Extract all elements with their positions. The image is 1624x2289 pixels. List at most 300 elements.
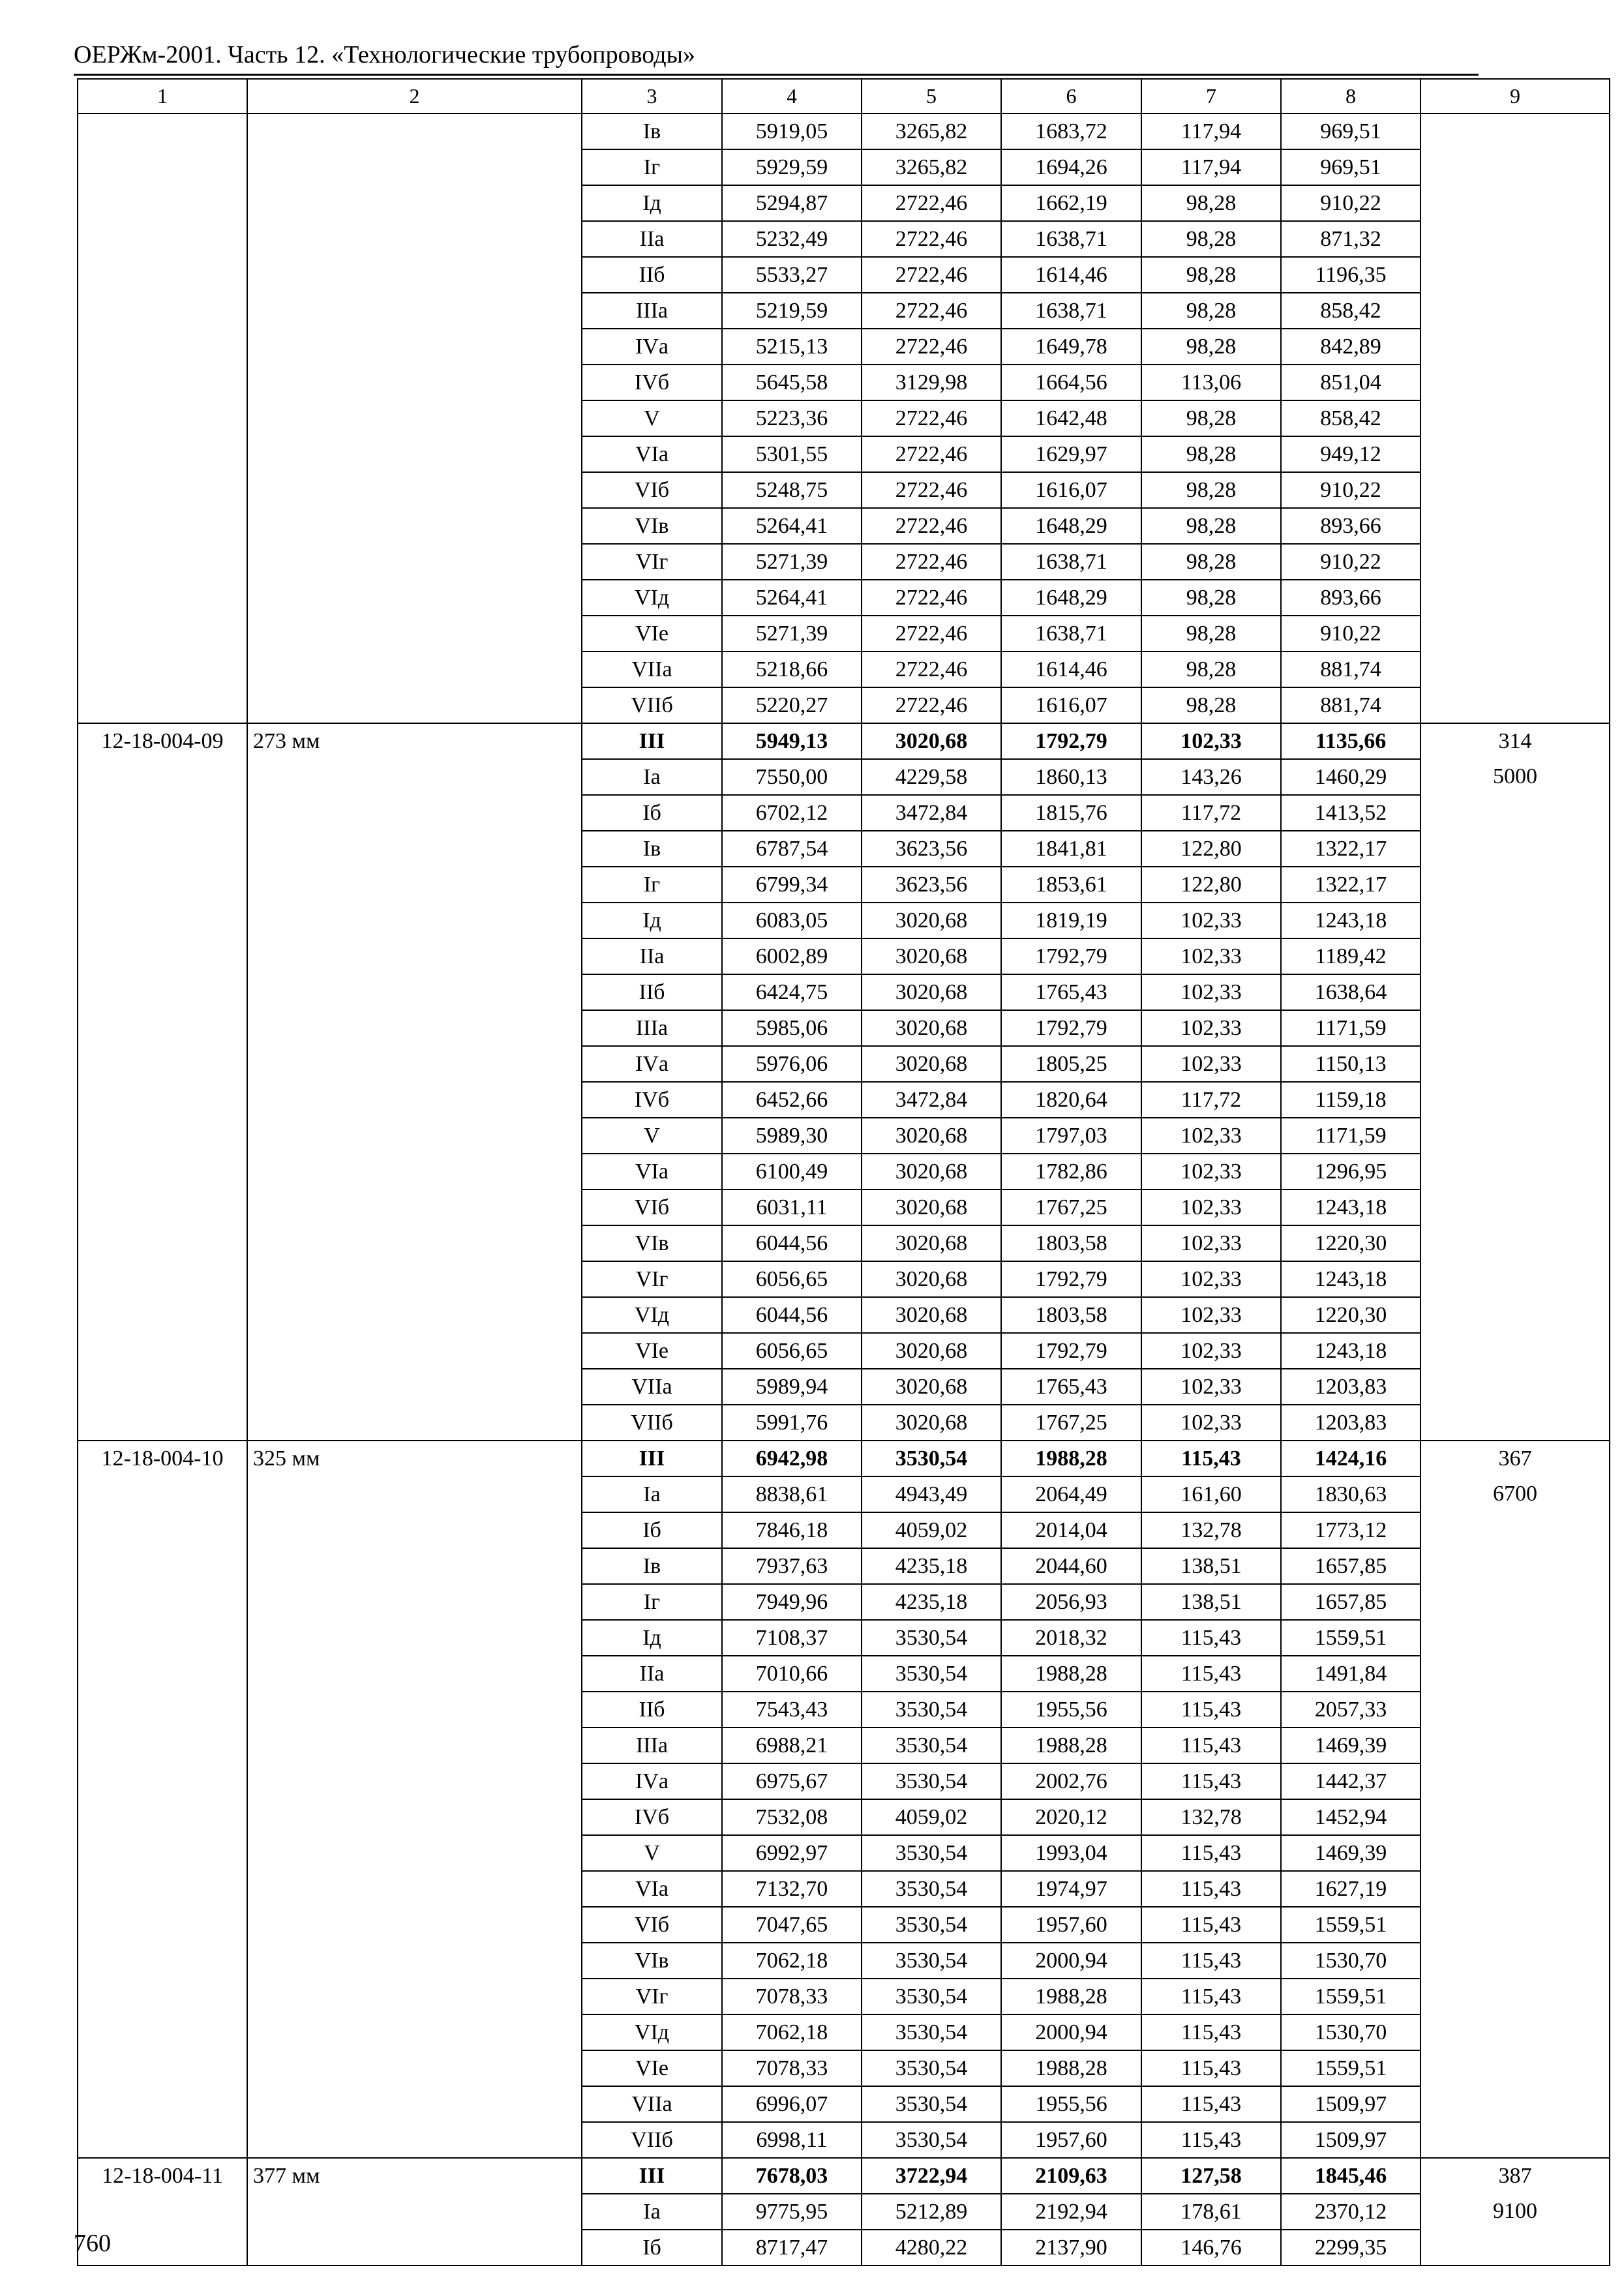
value-cell: 910,22 — [1281, 544, 1421, 580]
value-cell: 98,28 — [1141, 687, 1281, 723]
zone-cell: Iб — [582, 795, 722, 831]
value-cell: 161,60 — [1141, 1476, 1281, 1512]
extra-cell — [1421, 257, 1610, 293]
value-cell: 1988,28 — [1001, 1979, 1141, 2014]
extra-cell — [1421, 1620, 1610, 1656]
value-cell: 3020,68 — [862, 938, 1001, 974]
extra-cell — [1421, 1118, 1610, 1154]
value-cell: 1243,18 — [1281, 903, 1421, 938]
value-cell: 1683,72 — [1001, 113, 1141, 149]
value-cell: 881,74 — [1281, 687, 1421, 723]
extra-cell — [1421, 2050, 1610, 2086]
value-cell: 4235,18 — [862, 1584, 1001, 1620]
value-cell: 1819,19 — [1001, 903, 1141, 938]
zone-cell: IVб — [582, 1799, 722, 1835]
value-cell: 1638,71 — [1001, 293, 1141, 329]
extra-cell — [1421, 2122, 1610, 2158]
zone-cell: VIг — [582, 544, 722, 580]
value-cell: 1614,46 — [1001, 651, 1141, 687]
value-cell: 893,66 — [1281, 508, 1421, 544]
extra-cell — [1421, 508, 1610, 544]
value-cell: 1955,56 — [1001, 1692, 1141, 1728]
extra-cell: 367 — [1421, 1441, 1610, 1476]
value-cell: 1629,97 — [1001, 436, 1141, 472]
zone-cell: IVб — [582, 365, 722, 400]
extra-cell: 9100 — [1421, 2194, 1610, 2230]
zone-cell: Iд — [582, 1620, 722, 1656]
value-cell: 117,72 — [1141, 1082, 1281, 1118]
value-cell: 2018,32 — [1001, 1620, 1141, 1656]
zone-cell: IVа — [582, 329, 722, 365]
value-cell: 1988,28 — [1001, 1441, 1141, 1476]
value-cell: 3530,54 — [862, 2050, 1001, 2086]
value-cell: 1974,97 — [1001, 1871, 1141, 1907]
table-row — [78, 2158, 1610, 2194]
extra-cell — [1421, 867, 1610, 903]
value-cell: 5294,87 — [722, 185, 862, 221]
value-cell: 102,33 — [1141, 1405, 1281, 1441]
document-header: ОЕРЖм-2001. Часть 12. «Технологические трубопроводы» — [74, 41, 696, 68]
value-cell: 6002,89 — [722, 938, 862, 974]
value-cell: 6424,75 — [722, 974, 862, 1010]
value-cell: 3020,68 — [862, 1118, 1001, 1154]
value-cell: 910,22 — [1281, 472, 1421, 508]
zone-cell: Iд — [582, 903, 722, 938]
extra-cell — [1421, 2086, 1610, 2122]
value-cell: 5989,30 — [722, 1118, 862, 1154]
extra-cell — [1421, 1656, 1610, 1692]
value-cell: 2722,46 — [862, 544, 1001, 580]
value-cell: 1469,39 — [1281, 1728, 1421, 1763]
zone-cell: VIе — [582, 1333, 722, 1369]
value-cell: 7678,03 — [722, 2158, 862, 2194]
value-cell: 117,94 — [1141, 149, 1281, 185]
value-cell: 1853,61 — [1001, 867, 1141, 903]
value-cell: 7949,96 — [722, 1584, 862, 1620]
value-cell: 6044,56 — [722, 1297, 862, 1333]
value-cell: 5271,39 — [722, 616, 862, 651]
value-cell: 5264,41 — [722, 508, 862, 544]
zone-cell: Iа — [582, 759, 722, 795]
value-cell: 6975,67 — [722, 1763, 862, 1799]
zone-cell: Iб — [582, 2230, 722, 2266]
value-cell: 1805,25 — [1001, 1046, 1141, 1082]
extra-cell — [1421, 1728, 1610, 1763]
value-cell: 127,58 — [1141, 2158, 1281, 2194]
value-cell: 1649,78 — [1001, 329, 1141, 365]
value-cell: 98,28 — [1141, 472, 1281, 508]
zone-cell: IIIа — [582, 293, 722, 329]
value-cell: 1491,84 — [1281, 1656, 1421, 1692]
value-cell: 2722,46 — [862, 293, 1001, 329]
rate-code-cell: 12-18-004-09 — [78, 723, 247, 1441]
value-cell: 117,72 — [1141, 795, 1281, 831]
value-cell: 102,33 — [1141, 1333, 1281, 1369]
value-cell: 910,22 — [1281, 185, 1421, 221]
value-cell: 122,80 — [1141, 867, 1281, 903]
value-cell: 6799,34 — [722, 867, 862, 903]
value-cell: 6452,66 — [722, 1082, 862, 1118]
value-cell: 6044,56 — [722, 1225, 862, 1261]
value-cell: 132,78 — [1141, 1799, 1281, 1835]
value-cell: 7047,65 — [722, 1907, 862, 1943]
value-cell: 842,89 — [1281, 329, 1421, 365]
extra-cell — [1421, 365, 1610, 400]
value-cell: 115,43 — [1141, 2050, 1281, 2086]
column-header: 5 — [862, 79, 1001, 113]
value-cell: 3020,68 — [862, 1189, 1001, 1225]
zone-cell: IIIа — [582, 1010, 722, 1046]
value-cell: 98,28 — [1141, 616, 1281, 651]
value-cell: 969,51 — [1281, 113, 1421, 149]
extra-cell — [1421, 1189, 1610, 1225]
zone-cell: Iв — [582, 1548, 722, 1584]
value-cell: 1638,64 — [1281, 974, 1421, 1010]
value-cell: 115,43 — [1141, 1620, 1281, 1656]
value-cell: 858,42 — [1281, 400, 1421, 436]
value-cell: 8717,47 — [722, 2230, 862, 2266]
value-cell: 3265,82 — [862, 149, 1001, 185]
value-cell: 115,43 — [1141, 1943, 1281, 1979]
zone-cell: IIа — [582, 938, 722, 974]
page-number: 760 — [74, 2230, 111, 2257]
value-cell: 115,43 — [1141, 2086, 1281, 2122]
value-cell: 3020,68 — [862, 1225, 1001, 1261]
value-cell: 3530,54 — [862, 1441, 1001, 1476]
zone-cell: VIд — [582, 580, 722, 616]
extra-cell — [1421, 185, 1610, 221]
value-cell: 102,33 — [1141, 1046, 1281, 1082]
value-cell: 7078,33 — [722, 2050, 862, 2086]
value-cell: 5919,05 — [722, 113, 862, 149]
value-cell: 3530,54 — [862, 1907, 1001, 1943]
value-cell: 2299,35 — [1281, 2230, 1421, 2266]
value-cell: 1988,28 — [1001, 2050, 1141, 2086]
value-cell: 98,28 — [1141, 293, 1281, 329]
zone-cell: VIд — [582, 2014, 722, 2050]
extra-cell — [1421, 1333, 1610, 1369]
value-cell: 115,43 — [1141, 1441, 1281, 1476]
value-cell: 4229,58 — [862, 759, 1001, 795]
value-cell: 3129,98 — [862, 365, 1001, 400]
value-cell: 115,43 — [1141, 1907, 1281, 1943]
value-cell: 7846,18 — [722, 1512, 862, 1548]
value-cell: 1559,51 — [1281, 1979, 1421, 2014]
value-cell: 1845,46 — [1281, 2158, 1421, 2194]
value-cell: 969,51 — [1281, 149, 1421, 185]
value-cell: 7543,43 — [722, 1692, 862, 1728]
zone-cell: V — [582, 1118, 722, 1154]
value-cell: 6056,65 — [722, 1333, 862, 1369]
value-cell: 2057,33 — [1281, 1692, 1421, 1728]
zone-cell: IVа — [582, 1763, 722, 1799]
value-cell: 5929,59 — [722, 149, 862, 185]
value-cell: 3020,68 — [862, 974, 1001, 1010]
value-cell: 1820,64 — [1001, 1082, 1141, 1118]
value-cell: 1988,28 — [1001, 1728, 1141, 1763]
pipe-diameter-cell: 325 мм — [247, 1441, 582, 2158]
value-cell: 858,42 — [1281, 293, 1421, 329]
value-cell: 1220,30 — [1281, 1297, 1421, 1333]
column-header: 8 — [1281, 79, 1421, 113]
value-cell: 98,28 — [1141, 185, 1281, 221]
column-header: 7 — [1141, 79, 1281, 113]
value-cell: 6083,05 — [722, 903, 862, 938]
value-cell: 1648,29 — [1001, 580, 1141, 616]
value-cell: 3530,54 — [862, 2086, 1001, 2122]
value-cell: 2722,46 — [862, 329, 1001, 365]
extra-cell — [1421, 400, 1610, 436]
value-cell: 98,28 — [1141, 400, 1281, 436]
value-cell: 4280,22 — [862, 2230, 1001, 2266]
value-cell: 7010,66 — [722, 1656, 862, 1692]
value-cell: 1792,79 — [1001, 1010, 1141, 1046]
extra-cell — [1421, 1082, 1610, 1118]
pipe-diameter-cell: 377 мм — [247, 2158, 582, 2266]
value-cell: 6992,97 — [722, 1835, 862, 1871]
value-cell: 102,33 — [1141, 1154, 1281, 1189]
zone-cell: VIб — [582, 1189, 722, 1225]
value-cell: 7132,70 — [722, 1871, 862, 1907]
zone-cell: VIа — [582, 1154, 722, 1189]
extra-cell — [1421, 1046, 1610, 1082]
value-cell: 98,28 — [1141, 257, 1281, 293]
value-cell: 3020,68 — [862, 1154, 1001, 1189]
value-cell: 2000,94 — [1001, 2014, 1141, 2050]
value-cell: 1322,17 — [1281, 867, 1421, 903]
value-cell: 2000,94 — [1001, 1943, 1141, 1979]
extra-cell — [1421, 1763, 1610, 1799]
value-cell: 1530,70 — [1281, 2014, 1421, 2050]
value-cell: 2722,46 — [862, 400, 1001, 436]
value-cell: 1413,52 — [1281, 795, 1421, 831]
column-number-row — [78, 79, 1610, 113]
value-cell: 1792,79 — [1001, 1333, 1141, 1369]
zone-cell: VIб — [582, 472, 722, 508]
extra-cell — [1421, 1225, 1610, 1261]
value-cell: 5949,13 — [722, 723, 862, 759]
value-cell: 3020,68 — [862, 903, 1001, 938]
zone-cell: VIб — [582, 1907, 722, 1943]
value-cell: 1243,18 — [1281, 1333, 1421, 1369]
value-cell: 1509,97 — [1281, 2122, 1421, 2158]
value-cell: 1559,51 — [1281, 1620, 1421, 1656]
zone-cell: VIв — [582, 1943, 722, 1979]
value-cell: 2722,46 — [862, 580, 1001, 616]
value-cell: 146,76 — [1141, 2230, 1281, 2266]
extra-cell — [1421, 1261, 1610, 1297]
value-cell: 3020,68 — [862, 1297, 1001, 1333]
value-cell: 871,32 — [1281, 221, 1421, 257]
table-header — [78, 79, 1610, 113]
value-cell: 1243,18 — [1281, 1261, 1421, 1297]
value-cell: 1957,60 — [1001, 2122, 1141, 2158]
value-cell: 5533,27 — [722, 257, 862, 293]
zone-cell: IVб — [582, 1082, 722, 1118]
value-cell: 2056,93 — [1001, 1584, 1141, 1620]
value-cell: 2192,94 — [1001, 2194, 1141, 2230]
value-cell: 1243,18 — [1281, 1189, 1421, 1225]
value-cell: 122,80 — [1141, 831, 1281, 867]
extra-cell — [1421, 1799, 1610, 1835]
value-cell: 1694,26 — [1001, 149, 1141, 185]
value-cell: 1773,12 — [1281, 1512, 1421, 1548]
column-header: 2 — [247, 79, 582, 113]
value-cell: 1509,97 — [1281, 2086, 1421, 2122]
extra-cell — [1421, 1979, 1610, 2014]
value-cell: 102,33 — [1141, 974, 1281, 1010]
value-cell: 9775,95 — [722, 2194, 862, 2230]
rates-table-container — [77, 78, 1537, 2266]
value-cell: 1616,07 — [1001, 472, 1141, 508]
value-cell: 4059,02 — [862, 1512, 1001, 1548]
value-cell: 115,43 — [1141, 2122, 1281, 2158]
value-cell: 2722,46 — [862, 616, 1001, 651]
value-cell: 1559,51 — [1281, 1907, 1421, 1943]
value-cell: 1841,81 — [1001, 831, 1141, 867]
column-header: 4 — [722, 79, 862, 113]
zone-cell: VIа — [582, 1871, 722, 1907]
value-cell: 3530,54 — [862, 1692, 1001, 1728]
zone-cell: VIIб — [582, 687, 722, 723]
extra-cell — [1421, 1584, 1610, 1620]
value-cell: 1664,56 — [1001, 365, 1141, 400]
value-cell: 6998,11 — [722, 2122, 862, 2158]
value-cell: 3020,68 — [862, 1010, 1001, 1046]
value-cell: 8838,61 — [722, 1476, 862, 1512]
zone-cell: III — [582, 2158, 722, 2194]
value-cell: 115,43 — [1141, 1871, 1281, 1907]
value-cell: 2370,12 — [1281, 2194, 1421, 2230]
value-cell: 5271,39 — [722, 544, 862, 580]
value-cell: 3020,68 — [862, 1369, 1001, 1405]
value-cell: 1792,79 — [1001, 723, 1141, 759]
value-cell: 102,33 — [1141, 723, 1281, 759]
extra-cell — [1421, 544, 1610, 580]
value-cell: 2722,46 — [862, 687, 1001, 723]
rates-table — [77, 78, 1610, 2266]
value-cell: 1955,56 — [1001, 2086, 1141, 2122]
value-cell: 6787,54 — [722, 831, 862, 867]
zone-cell: VIв — [582, 1225, 722, 1261]
value-cell: 851,04 — [1281, 365, 1421, 400]
value-cell: 5989,94 — [722, 1369, 862, 1405]
value-cell: 7108,37 — [722, 1620, 862, 1656]
value-cell: 143,26 — [1141, 759, 1281, 795]
value-cell: 98,28 — [1141, 544, 1281, 580]
zone-cell: Iг — [582, 867, 722, 903]
extra-cell — [1421, 974, 1610, 1010]
extra-cell — [1421, 1871, 1610, 1907]
value-cell: 7062,18 — [722, 2014, 862, 2050]
extra-cell — [1421, 221, 1610, 257]
value-cell: 3530,54 — [862, 1943, 1001, 1979]
table-row — [78, 723, 1610, 759]
value-cell: 1638,71 — [1001, 616, 1141, 651]
value-cell: 1792,79 — [1001, 1261, 1141, 1297]
table-body — [78, 113, 1610, 2266]
value-cell: 2722,46 — [862, 508, 1001, 544]
value-cell: 1322,17 — [1281, 831, 1421, 867]
extra-cell — [1421, 1512, 1610, 1548]
value-cell: 3020,68 — [862, 1046, 1001, 1082]
value-cell: 1830,63 — [1281, 1476, 1421, 1512]
value-cell: 1993,04 — [1001, 1835, 1141, 1871]
value-cell: 1765,43 — [1001, 974, 1141, 1010]
extra-cell — [1421, 472, 1610, 508]
value-cell: 98,28 — [1141, 651, 1281, 687]
value-cell: 5248,75 — [722, 472, 862, 508]
value-cell: 1559,51 — [1281, 2050, 1421, 2086]
value-cell: 910,22 — [1281, 616, 1421, 651]
extra-cell — [1421, 149, 1610, 185]
value-cell: 1662,19 — [1001, 185, 1141, 221]
zone-cell: Iг — [582, 1584, 722, 1620]
value-cell: 5301,55 — [722, 436, 862, 472]
zone-cell: IIб — [582, 1692, 722, 1728]
zone-cell: VIг — [582, 1979, 722, 2014]
value-cell: 2722,46 — [862, 257, 1001, 293]
zone-cell: V — [582, 1835, 722, 1871]
zone-cell: VIIб — [582, 2122, 722, 2158]
value-cell: 98,28 — [1141, 580, 1281, 616]
zone-cell: III — [582, 1441, 722, 1476]
value-cell: 178,61 — [1141, 2194, 1281, 2230]
value-cell: 5976,06 — [722, 1046, 862, 1082]
value-cell: 3530,54 — [862, 2014, 1001, 2050]
extra-cell — [1421, 1835, 1610, 1871]
rate-code-cell: 12-18-004-10 — [78, 1441, 247, 2158]
value-cell: 2722,46 — [862, 472, 1001, 508]
value-cell: 102,33 — [1141, 903, 1281, 938]
extra-cell: 5000 — [1421, 759, 1610, 795]
value-cell: 1220,30 — [1281, 1225, 1421, 1261]
value-cell: 1196,35 — [1281, 257, 1421, 293]
value-cell: 98,28 — [1141, 436, 1281, 472]
value-cell: 3530,54 — [862, 1979, 1001, 2014]
value-cell: 3020,68 — [862, 723, 1001, 759]
column-header: 6 — [1001, 79, 1141, 113]
value-cell: 6702,12 — [722, 795, 862, 831]
value-cell: 1815,76 — [1001, 795, 1141, 831]
value-cell: 102,33 — [1141, 1010, 1281, 1046]
value-cell: 102,33 — [1141, 1118, 1281, 1154]
value-cell: 1614,46 — [1001, 257, 1141, 293]
value-cell: 1657,85 — [1281, 1548, 1421, 1584]
value-cell: 2137,90 — [1001, 2230, 1141, 2266]
value-cell: 1988,28 — [1001, 1656, 1141, 1692]
extra-cell — [1421, 1369, 1610, 1405]
value-cell: 2722,46 — [862, 436, 1001, 472]
zone-cell: Iг — [582, 149, 722, 185]
value-cell: 4235,18 — [862, 1548, 1001, 1584]
value-cell: 102,33 — [1141, 1369, 1281, 1405]
value-cell: 5220,27 — [722, 687, 862, 723]
value-cell: 5264,41 — [722, 580, 862, 616]
value-cell: 1424,16 — [1281, 1441, 1421, 1476]
extra-cell: 314 — [1421, 723, 1610, 759]
value-cell: 102,33 — [1141, 1261, 1281, 1297]
zone-cell: Iа — [582, 2194, 722, 2230]
value-cell: 5232,49 — [722, 221, 862, 257]
extra-cell — [1421, 903, 1610, 938]
value-cell: 1135,66 — [1281, 723, 1421, 759]
extra-cell — [1421, 1907, 1610, 1943]
value-cell: 115,43 — [1141, 1656, 1281, 1692]
value-cell: 5212,89 — [862, 2194, 1001, 2230]
zone-cell: VIIа — [582, 651, 722, 687]
value-cell: 3530,54 — [862, 1763, 1001, 1799]
